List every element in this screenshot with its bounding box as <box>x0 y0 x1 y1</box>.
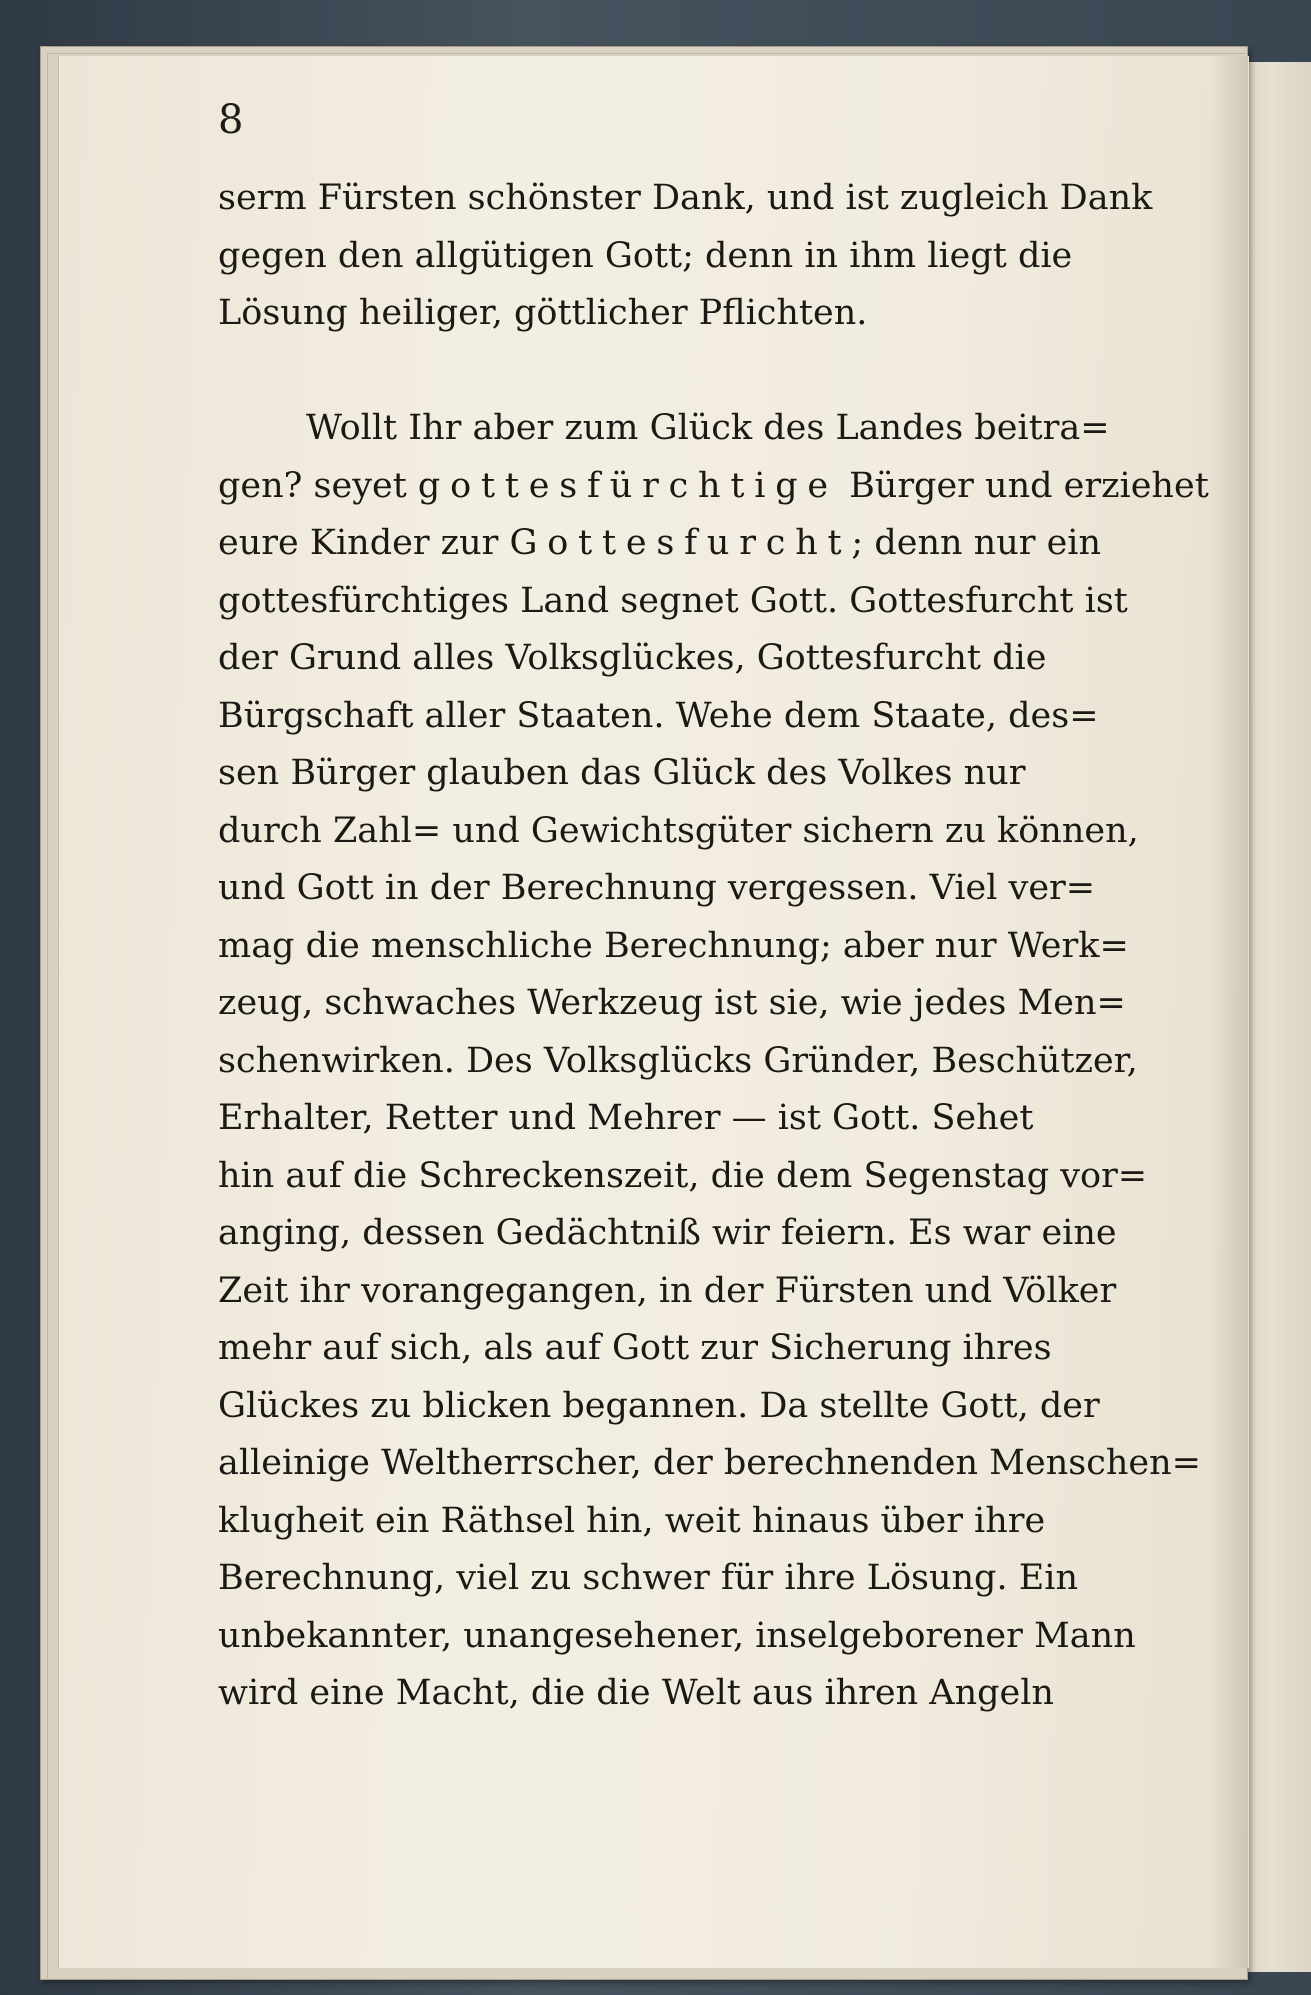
text-line <box>218 803 1139 861</box>
text-line <box>218 1320 1098 1378</box>
text-line <box>218 1263 1117 1321</box>
text-line <box>218 573 1128 631</box>
text-line <box>218 1148 1148 1206</box>
text-line-content: Berechnung, viel zu schwer für ihre Lösung. Ein <box>218 1558 1078 1598</box>
text-line-content: Glückes zu blicken begannen. Da stellte Gott, der <box>218 1385 1100 1426</box>
text-line-content: mag die menschliche Berechnung; aber nur Werk= <box>218 925 1129 966</box>
text-line-content: Zeit ihr vorangegangen, in der Fürsten und Völker <box>218 1270 1117 1311</box>
text-line <box>218 630 1098 688</box>
text-line-content: gegen den allgütigen Gott; denn in ihm liegt die <box>218 235 1073 276</box>
text-line-content: serm Fürsten schönster Dank, und ist zugleich Dank <box>218 178 1153 218</box>
text-line-content: Lösung heiliger, göttlicher Pflichten. <box>218 293 868 333</box>
text-line-content: Bürgschaft aller Staaten. Wehe dem Staate, des= <box>218 695 1099 736</box>
text-line <box>218 1378 1098 1436</box>
emphasized-word: gottesfürchtige <box>417 465 838 506</box>
text-line <box>218 745 1098 803</box>
page-number: 8 <box>218 97 244 143</box>
text-line <box>218 1550 1098 1608</box>
text-line <box>218 1435 1201 1493</box>
text-line-content: sen Bürger glauben das Glück des Volkes nur <box>218 753 1026 793</box>
text-line-content: alleinige Weltherrscher, der berechnenden Menschen= <box>218 1443 1201 1483</box>
text-line <box>218 1033 1138 1091</box>
text-line-content: wird eine Macht, die die Welt aus ihren Angeln <box>218 1673 1054 1713</box>
text-line <box>218 285 1098 343</box>
text-line <box>218 1205 1117 1263</box>
text-line <box>218 1665 1098 1723</box>
text-line-content: der Grund alles Volksglückes, Gottesfurcht die <box>218 638 1047 678</box>
text-line <box>218 170 1153 228</box>
text-line-content: zeug, schwaches Werkzeug ist sie, wie jedes Men= <box>218 983 1126 1023</box>
text-line <box>218 1493 1098 1551</box>
text-line-content: anging, dessen Gedächtniß wir feiern. Es war eine <box>218 1213 1117 1253</box>
text-line <box>218 975 1126 1033</box>
text-line-content: durch Zahl= und Gewichtsgüter sichern zu können, <box>218 810 1139 851</box>
text-line <box>218 860 1098 918</box>
text-line-content: Erhalter, Retter und Mehrer — ist Gott. Sehet <box>218 1098 1034 1138</box>
text-line <box>218 688 1098 746</box>
body-text <box>218 170 1209 1723</box>
text-line <box>218 400 1110 458</box>
text-line-content: schenwirken. Des Volksglücks Gründer, Beschützer, <box>218 1040 1138 1081</box>
text-line <box>218 1608 1136 1666</box>
text-line-content: mehr auf sich, als auf Gott zur Sicherung ihres <box>218 1328 1052 1368</box>
text-line <box>218 1090 1098 1148</box>
text-line-content: klugheit ein Räthsel hin, weit hinaus über ihre <box>218 1500 1046 1541</box>
text-line-content: hin auf die Schreckenszeit, die dem Segenstag vor= <box>218 1155 1148 1196</box>
text-line-content: gottesfürchtiges Land segnet Gott. Gottesfurcht ist <box>218 580 1128 621</box>
text-line <box>218 228 1098 286</box>
page-gutter-shadow <box>1210 56 1248 1968</box>
text-line-content: und Gott in der Berechnung vergessen. Viel ver= <box>218 868 1096 908</box>
text-line-content: Wollt Ihr aber zum Glück des Landes beitra= <box>306 408 1110 448</box>
text-line: gen? seyet gottesfürchtige Bürger und erziehet <box>218 465 1209 506</box>
text-line: eure Kinder zur Gottesfurcht; denn nur ein <box>218 523 1102 563</box>
text-line-content: unbekannter, unangesehener, inselgeborener Mann <box>218 1615 1136 1656</box>
text-line <box>218 918 1129 976</box>
paragraph-gap <box>218 343 1098 401</box>
emphasized-word: Gottesfurcht <box>509 523 852 563</box>
